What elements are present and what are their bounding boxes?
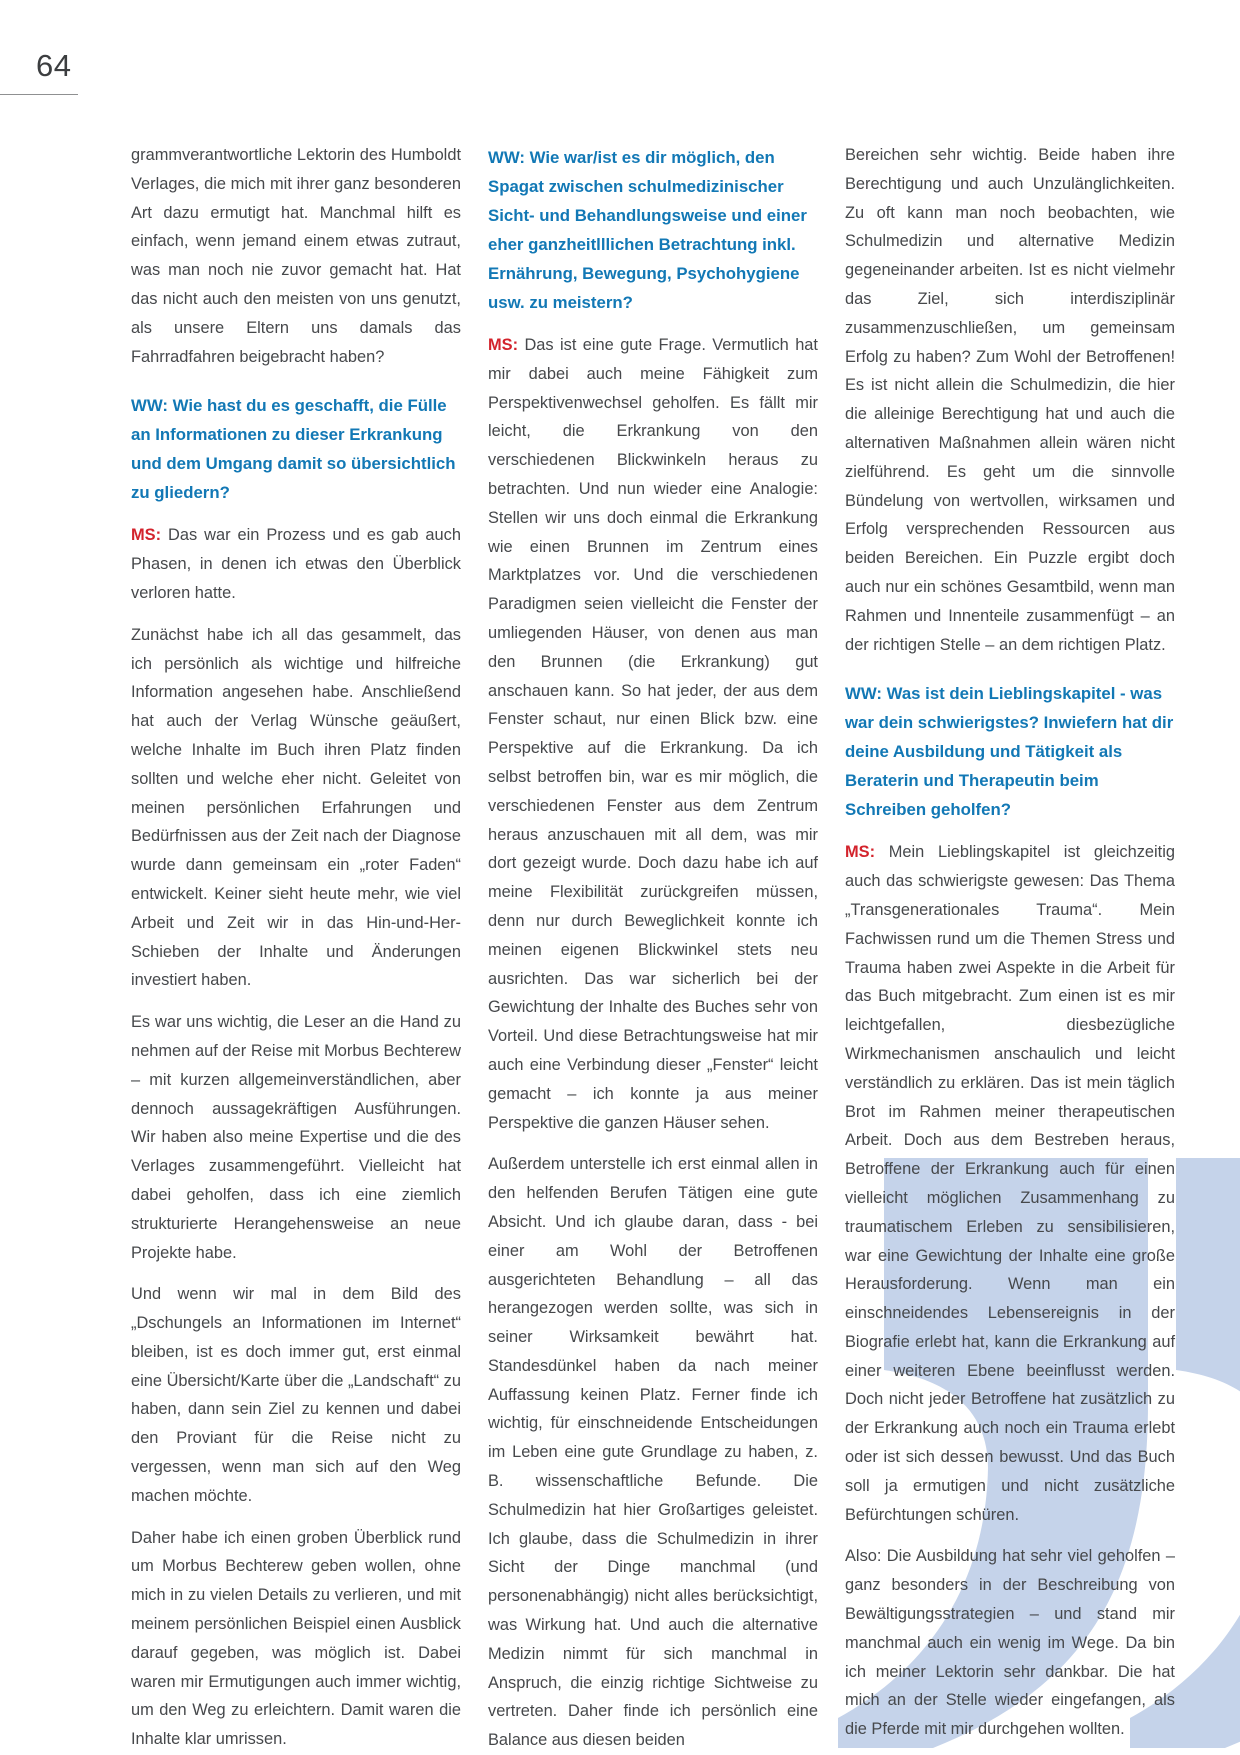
answer-text: Das ist eine gute Frage. Vermutlich hat mir dabei auch meine Fähigkeit zum Perspektivenwechsel geholfen. Es fällt mir leicht, die Erkrankung von den verschiedenen Blickwinkeln heraus zu betrachten. Und nun wieder eine Analogie: Stellen wir uns doch einmal die Erkrankung wie einen Brunnen im Zentrum eines Marktplatzes vor. Und die verschiedenen Paradigmen seien vielleicht die Fenster der umliegenden Häuser, von denen aus man den Brunnen (die Erkrankung) gut anschauen kann. So hat jeder, der aus dem Fenster schaut, nur einen Blick bzw. eine Perspektive auf die Erkrankung. Da ich selbst betroffen bin, war es mir möglich, die verschiedenen Fenster aus dem Zentrum heraus anzuschauen mit all dem, was mir dort gezeigt wurde. Doch dazu habe ich auf meine Flexibilität zurückgreifen müssen, denn nur durch Beweglichkeit konnte ich meinen eigenen Blickwinkel stets neu ausrichten. Das war sicherlich bei der Gewichtung der Inhalte des Buches sehr von Vorteil. Und diese Betrachtungsweise hat mir auch eine Verbindung dieser „Fenster“ leicht gemacht – ich konnte ja aus meiner Perspektive die ganzen Häuser sehen. bbox=[488, 336, 818, 1132]
interview-question: WW: Wie war/ist es dir möglich, den Spagat zwischen schulmedizinischer Sicht- und Behandlungsweise und einer eher ganzheitlllichen Betrachtung inkl. Ernährung, Bewegung, Psychohygiene usw. zu meistern? bbox=[488, 148, 807, 312]
body-paragraph: Daher habe ich einen groben Überblick rund um Morbus Bechterew geben wollen, ohne mich in zu vielen Details zu verlieren, und mit meinem persönlichen Beispiel einen Ausblick darauf gegeben, was möglich ist. Dabei waren mir Ermutigungen auch immer wichtig, um den Weg zu erleichtern. Damit waren die Inhalte klar umrissen. bbox=[131, 1528, 461, 1749]
body-paragraph: Und wenn wir mal in dem Bild des „Dschungels an Informationen im Internet“ bleiben, ist es doch immer gut, erst einmal eine Übersicht/Karte über die „Landschaft“ zu haben, dann sein Ziel zu kennen und dabei den Proviant für die Reise nicht zu vergessen, wenn man sich auf den Weg machen möchte. bbox=[131, 1285, 461, 1505]
body-paragraph: grammverantwortliche Lektorin des Humboldt Verlages, die mich mit ihrer ganz besonderen Art dazu ermutigt hat. Manchmal hilft es einfach, wenn jemand einem etwas zutraut, was man noch nie zuvor gemacht hat. Hat das nicht auch den meisten von uns genutzt, als unsere Eltern uns damals das Fahrradfahren beigebracht haben? bbox=[131, 146, 461, 366]
answer-text: Das war ein Prozess und es gab auch Phasen, in denen ich etwas den Überblick verloren hatte. bbox=[131, 526, 461, 602]
interview-answer bbox=[131, 521, 461, 607]
body-paragraph: Es war uns wichtig, die Leser an die Hand zu nehmen auf der Reise mit Morbus Bechterew – mit kurzen allgemeinverständlichen, aber dennoch aussagekräftigen Ausführungen. Wir haben also meine Expertise und die des Verlages zusammengeführt. Vielleicht hat dabei geholfen, dass ich eine ziemlich strukturierte Herangehensweise an neue Projekte habe. bbox=[131, 1013, 461, 1262]
page-number-rule bbox=[0, 94, 78, 95]
body-paragraph: Zunächst habe ich all das gesammelt, das ich persönlich als wichtige und hilfreiche Information angesehen habe. Anschließend hat auch der Verlag Wünsche geäußert, welche Inhalte im Buch ihren Platz finden sollten und welche eher nicht. Geleitet von meinen persönlichen Erfahrungen und Bedürfnissen aus der Zeit nach der Diagnose wurde dann gemeinsam ein „roter Faden“ entwickelt. Keiner sieht heute mehr, wie viel Arbeit und Zeit wir in das Hin-und-Her-Schieben der Inhalte und Änderungen investiert haben. bbox=[131, 625, 461, 990]
body-paragraph: Außerdem unterstelle ich erst einmal allen in den helfenden Berufen Tätigen eine gute Absicht. Und ich glaube daran, dass - bei einer am Wohl der Betroffenen ausgerichteten Behandlung – all das herangezogen werden sollte, was sich in seiner Wirksamkeit bewährt hat. Standesdünkel haben da nach meiner Auffassung keinen Platz. Ferner finde ich wichtig, für einschneidende Entscheidungen im Leben eine gute Grundlage zu haben, z. B. wissenschaftliche Befunde. Die Schulmedizin hat hier Großartiges geleistet. Ich glaube, dass die Schulmedizin in ihrer Sicht der Dinge manchmal (und personenabhängig) nicht alles berücksichtigt, was Wirkung hat. Und auch die alternative Medizin nimmt für sich manchmal in Anspruch, die einzig richtige Sichtweise zu vertreten. Daher finde ich persönlich eine Balance aus diesen beiden bbox=[488, 1155, 818, 1750]
interview-question: WW: Wie hast du es geschafft, die Fülle an Informationen zu dieser Erkrankung und dem Umgang damit so übersichtlich zu gliedern? bbox=[131, 396, 456, 503]
page-number: 64 bbox=[36, 48, 72, 83]
interview-answer bbox=[845, 838, 1175, 1529]
body-paragraph: Also: Die Ausbildung hat sehr viel geholfen – ganz besonders in der Beschreibung von Bewältigungsstrategien – und stand mir manchmal auch ein wenig im Wege. Da bin ich meiner Lektorin sehr dankbar. Die hat mich an der Stelle wieder eingefangen, als die Pferde mit mir durchgehen wollten. bbox=[845, 1547, 1175, 1739]
interview-question: WW: Was ist dein Lieblingskapitel - was war dein schwierigstes? Inwiefern hat dir deine Ausbildung und Tätigkeit als Beraterin und Therapeutin beim Schreiben geholfen? bbox=[845, 684, 1174, 820]
answer-text: Mein Lieblingskapitel ist gleichzeitig auch das schwierigste gewesen: Das Thema „Transgenerationales Trauma“. Mein Fachwissen rund um die Themen Stress und Trauma haben zwei Aspekte in die Arbeit für das Buch mitgebracht. Zum einen ist es mir leichtgefallen, diesbezügliche Wirkmechanismen anschaulich und leicht verständlich zu erklären. Das ist mein täglich Brot im Rahmen meiner therapeutischen Arbeit. Doch aus dem Bestreben heraus, Betroffene der Erkrankung auch für einen vielleicht möglichen Zusammenhang zu traumatischem Erleben zu sensibilisieren, war eine Gewichtung der Inhalte eine große Herausforderung. Wenn man ein einschneidendes Lebensereignis in der Biografie erlebt hat, kann die Erkrankung auf einer weiteren Ebene beeinflusst werden. Doch nicht jeder Betroffene hat zusätzlich zu der Erkrankung auch noch ein Trauma erlebt oder ist sich dessen bewusst. Und das Buch soll ja ermutigen und nicht zusätzliche Befürchtungen schüren. bbox=[845, 843, 1175, 1524]
body-paragraph: Bereichen sehr wichtig. Beide haben ihre Berechtigung und auch Unzulänglichkeiten. Zu oft kann man noch beobachten, wie Schulmedizin und alternative Medizin gegeneinander arbeiten. Ist es nicht vielmehr das Ziel, sich interdisziplinär zusammenzuschließen, um gemeinsam Erfolg zu haben? Zum Wohl der Betroffenen! Es ist nicht allein die Schulmedizin, die hier die alleinige Berechtigung hat und auch die alternativen Maßnahmen allein wären nicht zielführend. Es geht um die sinnvolle Bündelung von wertvollen, wirksamen und Erfolg versprechenden Ressourcen aus beiden Bereichen. Ein Puzzle ergibt doch auch nur ein schönes Gesamtbild, wenn man Rahmen und Innenteile zusammenfügt – an der richtigen Stelle – an dem richtigen Platz. bbox=[845, 146, 1175, 654]
article-columns bbox=[131, 141, 1175, 1755]
speaker-prefix-ms: MS: bbox=[488, 336, 519, 354]
column-1 bbox=[131, 141, 461, 1755]
column-2 bbox=[488, 141, 818, 1755]
speaker-prefix-ms: MS: bbox=[131, 526, 162, 545]
speaker-prefix-ms: MS: bbox=[845, 843, 876, 862]
column-3 bbox=[845, 141, 1175, 1755]
interview-answer bbox=[488, 331, 818, 1137]
